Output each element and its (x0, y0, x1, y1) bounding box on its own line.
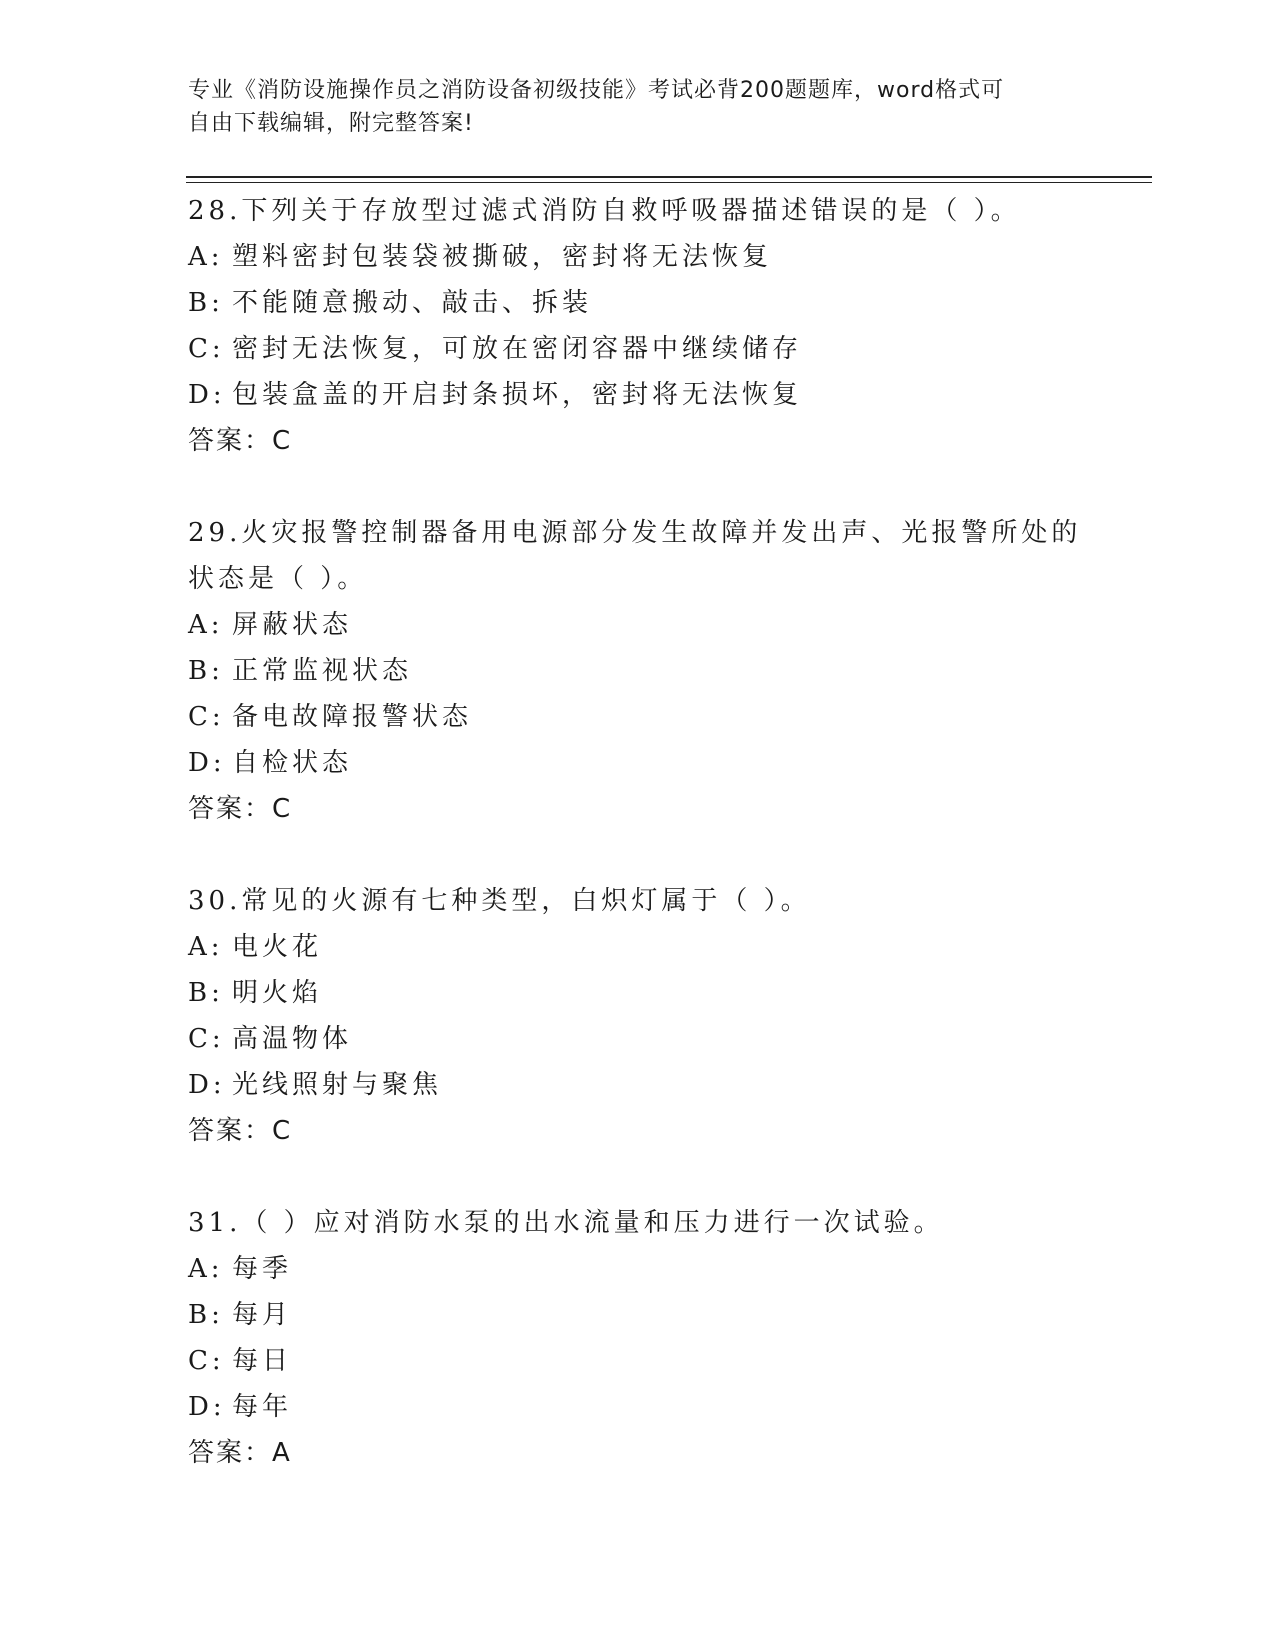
question-31 (188, 1200, 1088, 1476)
question-text: 28.下列关于存放型过滤式消防自救呼吸器描述错误的是（ ）。 (188, 196, 1021, 226)
option-c (188, 1016, 1088, 1062)
option-key: B: (188, 288, 224, 318)
option-text: 明火焰 (232, 978, 323, 1008)
option-text: 不能随意搬动、敲击、拆装 (232, 288, 593, 318)
question-text: 31.（ ）应对消防水泵的出水流量和压力进行一次试验。 (188, 1208, 944, 1238)
option-key: C: (188, 1346, 225, 1376)
option-text: 高温物体 (232, 1024, 353, 1054)
question-30 (188, 878, 1088, 1154)
option-text: 每季 (232, 1254, 293, 1284)
option-d (188, 1384, 1088, 1430)
option-text: 密封无法恢复，可放在密闭容器中继续储存 (232, 334, 803, 364)
option-text: 每日 (232, 1346, 293, 1376)
answer: 答案：C (188, 1116, 293, 1146)
header-line-2: 自由下载编辑，附完整答案! (188, 111, 474, 136)
option-key: D: (188, 1392, 226, 1422)
option-text: 正常监视状态 (232, 656, 413, 686)
option-key: A: (188, 932, 224, 962)
option-c (188, 1338, 1088, 1384)
option-text: 备电故障报警状态 (232, 702, 473, 732)
option-c (188, 326, 1088, 372)
option-d (188, 1062, 1088, 1108)
question-28 (188, 188, 1088, 464)
option-text: 包装盒盖的开启封条损坏，密封将无法恢复 (232, 380, 803, 410)
option-key: A: (188, 1254, 224, 1284)
option-key: A: (188, 242, 224, 272)
option-key: B: (188, 656, 224, 686)
question-list (188, 188, 1088, 1522)
option-d (188, 740, 1088, 786)
question-text: 29.火灾报警控制器备用电源部分发生故障并发出声、光报警所处的状态是（ ）。 (188, 518, 1082, 594)
answer: 答案：A (188, 1438, 292, 1468)
option-a (188, 234, 1088, 280)
option-a (188, 924, 1088, 970)
option-text: 屏蔽状态 (232, 610, 353, 640)
answer: 答案：C (188, 794, 293, 824)
option-key: B: (188, 978, 224, 1008)
option-text: 塑料密封包装袋被撕破，密封将无法恢复 (232, 242, 773, 272)
option-text: 自检状态 (232, 748, 353, 778)
option-key: C: (188, 1024, 225, 1054)
option-key: D: (188, 748, 226, 778)
header-divider-thin (186, 182, 1152, 183)
option-key: C: (188, 334, 225, 364)
option-b (188, 970, 1088, 1016)
option-key: C: (188, 702, 225, 732)
option-text: 电火花 (232, 932, 323, 962)
header-divider-thick (186, 176, 1152, 178)
answer: 答案：C (188, 426, 293, 456)
option-b (188, 648, 1088, 694)
option-text: 每月 (232, 1300, 293, 1330)
option-a (188, 602, 1088, 648)
question-text: 30.常见的火源有七种类型，白炽灯属于（ ）。 (188, 886, 811, 916)
option-b (188, 280, 1088, 326)
option-d (188, 372, 1088, 418)
option-key: A: (188, 610, 224, 640)
option-key: B: (188, 1300, 224, 1330)
question-29 (188, 510, 1088, 832)
option-b (188, 1292, 1088, 1338)
option-key: D: (188, 380, 226, 410)
document-header (188, 74, 1088, 140)
option-text: 每年 (232, 1392, 293, 1422)
option-key: D: (188, 1070, 226, 1100)
option-a (188, 1246, 1088, 1292)
option-text: 光线照射与聚焦 (232, 1070, 443, 1100)
option-c (188, 694, 1088, 740)
header-line-1: 专业《消防设施操作员之消防设备初级技能》考试必背200题题库，word格式可 (188, 78, 1005, 103)
